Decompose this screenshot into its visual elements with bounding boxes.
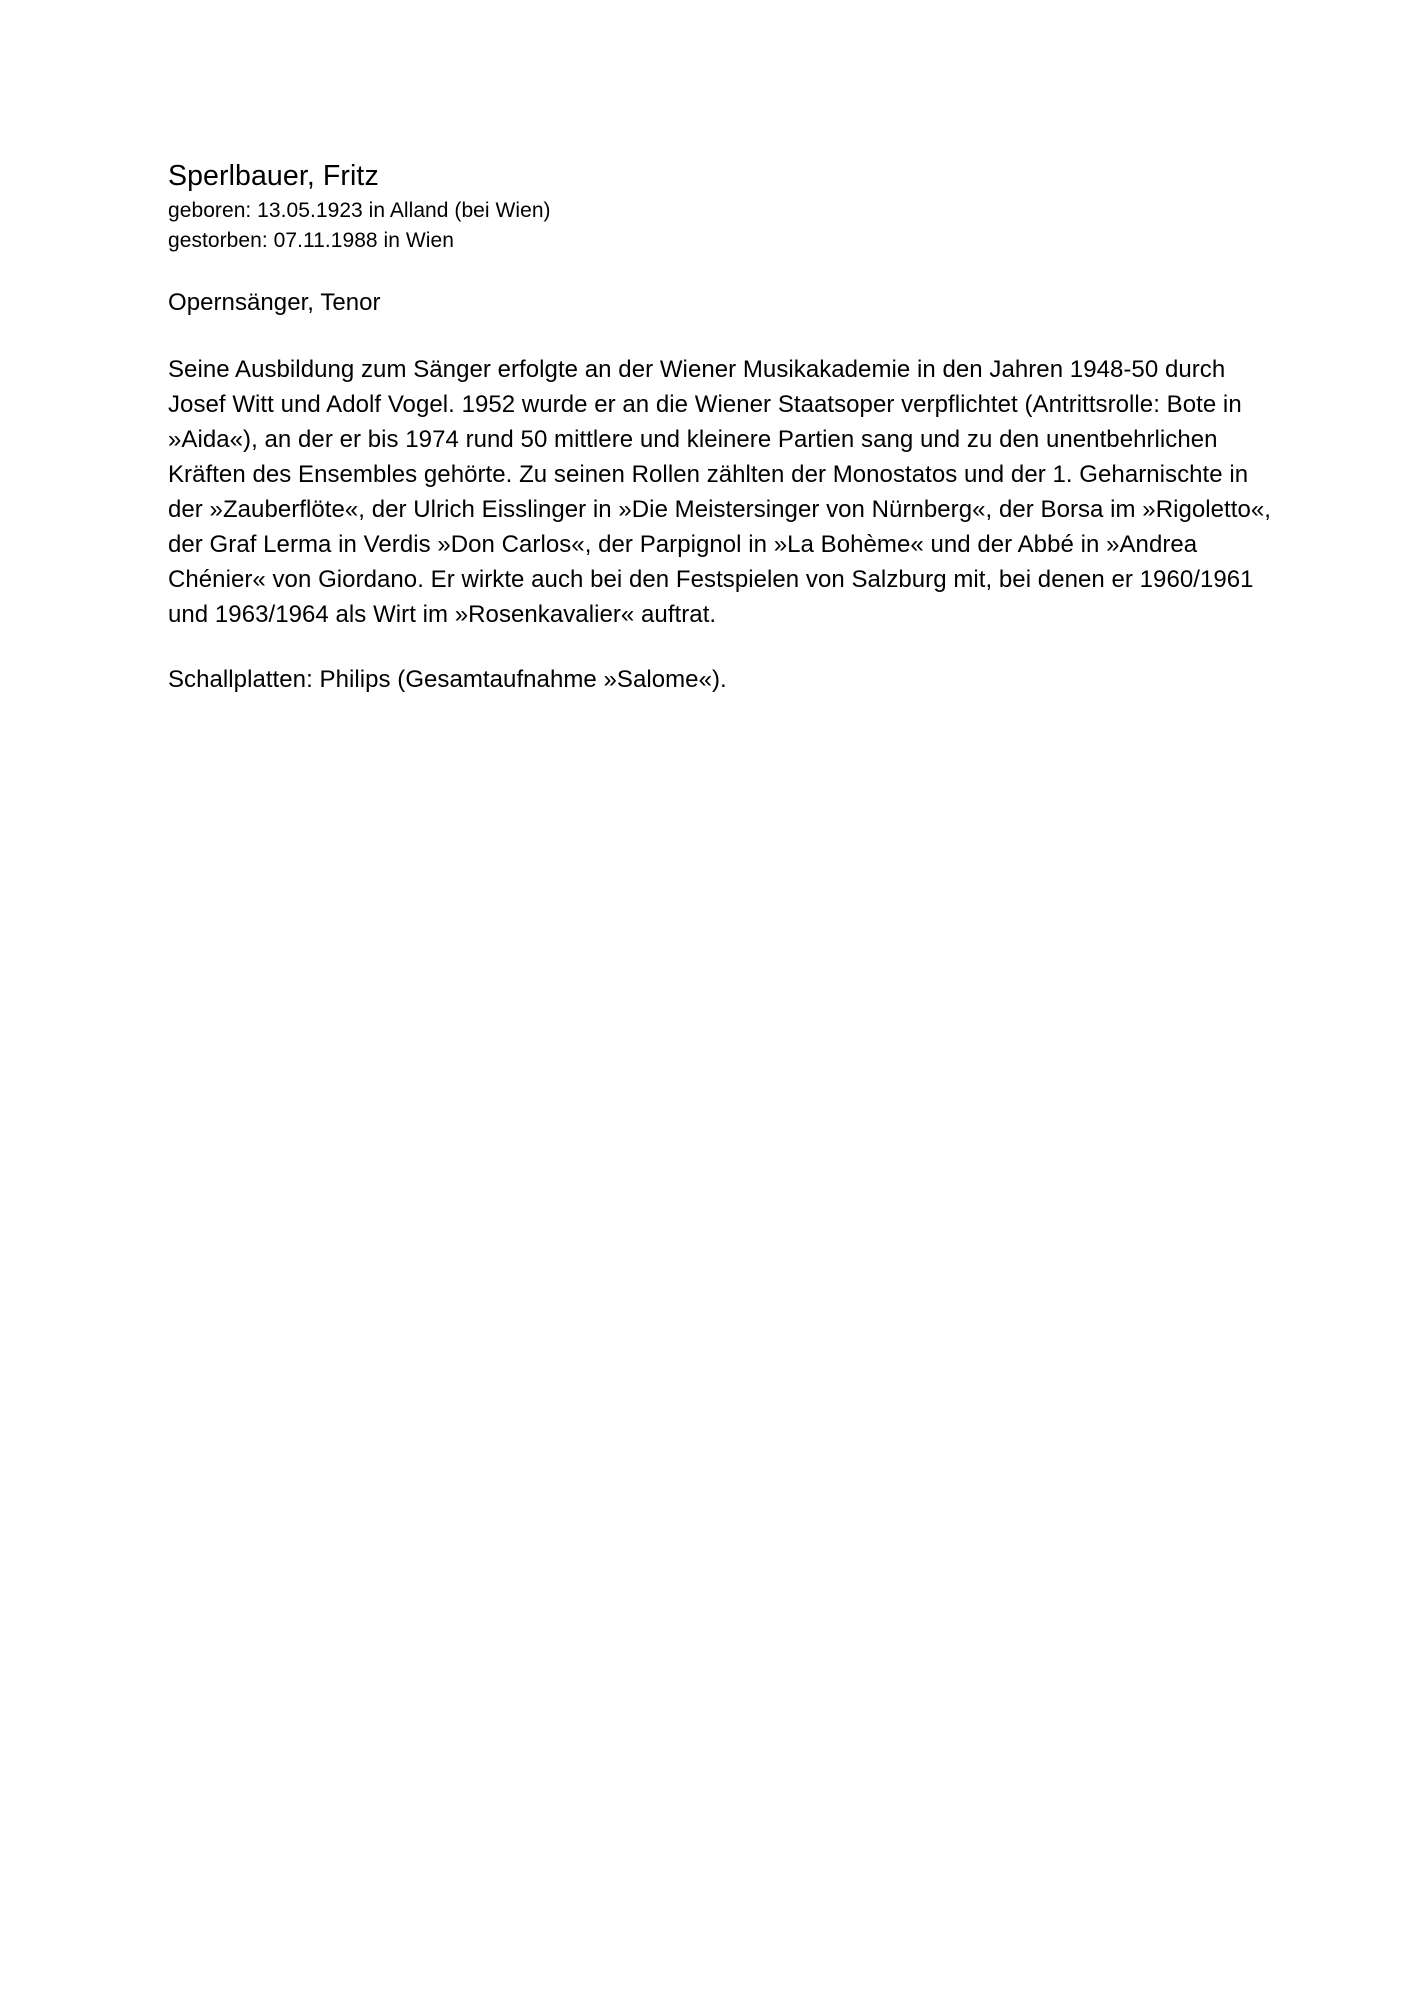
death-line: gestorben: 07.11.1988 in Wien [168,229,454,253]
biography-paragraph: Seine Ausbildung zum Sänger erfolgte an der Wiener Musikakademie in den Jahren 1948-50 durch Josef Witt und Adolf Vogel. 1952 wurde er an die Wiener Staatsoper verpflichtet (Antrittsrolle: Bote in »Aida«), an der er bis 1974 rund 50 mittlere und kleinere Partien sang und zu den unentbehrlichen Kräften des Ensembles gehörte. Zu seinen Rollen zählten der Monostatos und der 1. Geharnischte in der »Zauberflöte«, der Ulrich Eisslinger in »Die Meistersinger von Nürnberg«, der Borsa im »Rigoletto«, der Graf Lerma in Verdis »Don Carlos«, der Parpignol in »La Bohème« und der Abbé in »Andrea Chénier« von Giordano. Er wirkte auch bei den Festspielen von Salzburg mit, bei denen er 1960/1961 und 1963/1964 als Wirt im »Rosenkavalier« auftrat. [168,355,1271,628]
recordings-paragraph: Schallplatten: Philips (Gesamtaufnahme »Salome«). [168,665,727,693]
page-title: Sperlbauer, Fritz [168,160,379,192]
spacer-after-meta [168,256,1276,286]
profession-line: Opernsänger, Tenor [168,289,381,317]
spacer-after-role [168,320,1276,352]
birth-line: geboren: 13.05.1923 in Alland (bei Wien) [168,199,551,223]
spacer-after-biography [168,632,1276,662]
